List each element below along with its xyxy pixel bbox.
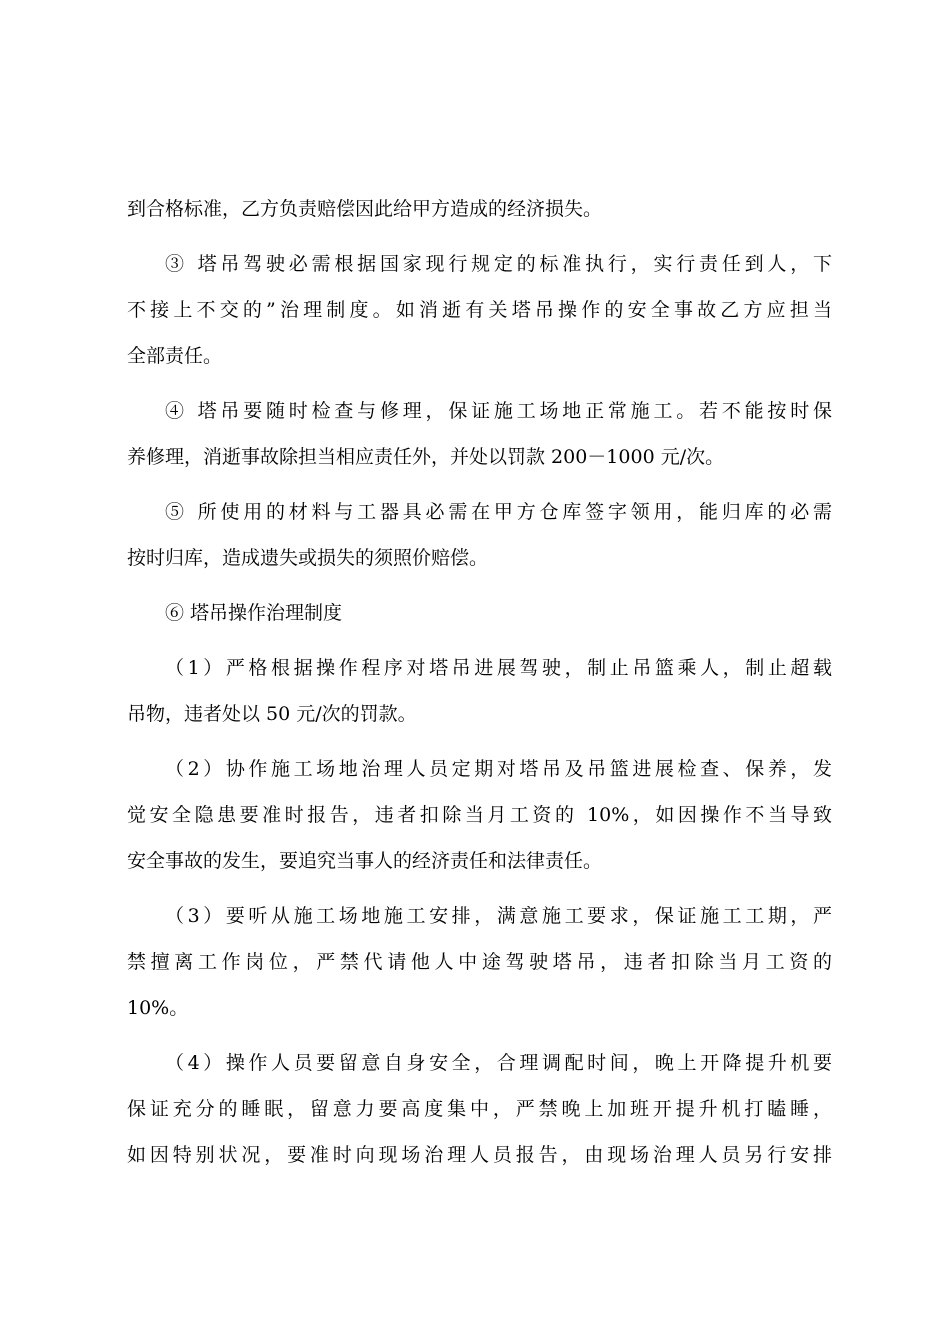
text-line: 10%。 — [127, 997, 189, 1019]
paragraph-rule-4 — [127, 1040, 832, 1178]
paragraph-rule-1 — [127, 645, 832, 737]
text-line: 养修理，消逝事故除担当相应责任外，并处以罚款 200－1000 元/次。 — [127, 446, 725, 468]
text-line: ④ 塔吊要随时检查与修理，保证施工场地正常施工。若不能按时保 — [165, 400, 832, 422]
paragraph-item-4 — [127, 388, 832, 480]
section-heading: ⑥ 塔吊操作治理制度 — [165, 602, 343, 624]
text-line: 吊物，违者处以 50 元/次的罚款。 — [127, 703, 417, 725]
paragraph-item-3 — [127, 241, 832, 379]
text-line: （1）严格根据操作程序对塔吊进展驾驶，制止吊篮乘人，制止超载 — [165, 657, 832, 679]
text-line: 按时归库，造成遗失或损失的须照价赔偿。 — [127, 547, 489, 569]
text-line: 不接上不交的”治理制度。如消逝有关塔吊操作的安全事故乙方应担当 — [127, 299, 832, 321]
document-body — [127, 186, 832, 1187]
text-line: 保证充分的睡眠，留意力要高度集中，严禁晚上加班开提升机打瞌睡， — [127, 1098, 832, 1120]
text-line: ⑤ 所使用的材料与工器具必需在甲方仓库签字领用，能归库的必需 — [165, 501, 832, 523]
text-line: （2）协作施工场地治理人员定期对塔吊及吊篮进展检查、保养，发 — [165, 758, 832, 780]
paragraph-item-5 — [127, 489, 832, 581]
paragraph-rule-2 — [127, 746, 832, 884]
text-line: 禁擅离工作岗位，严禁代请他人中途驾驶塔吊，违者扣除当月工资的 — [127, 951, 832, 973]
text-line: 觉安全隐患要准时报告，违者扣除当月工资的 10%，如因操作不当导致 — [127, 804, 832, 826]
text-line: （3）要听从施工场地施工安排，满意施工要求，保证施工工期，严 — [165, 905, 832, 927]
paragraph-rule-3 — [127, 893, 832, 1031]
text-line: 全部责任。 — [127, 345, 223, 367]
text-line: ③ 塔吊驾驶必需根据国家现行规定的标准执行，实行责任到人，下 — [165, 253, 832, 275]
text-line: 安全事故的发生，要追究当事人的经济责任和法律责任。 — [127, 850, 603, 872]
paragraph-item-6-heading — [127, 590, 832, 636]
text-line: 到合格标准，乙方负责赔偿因此给甲方造成的经济损失。 — [127, 198, 603, 220]
paragraph-compensation-standard — [127, 186, 832, 232]
text-line: 如因特别状况，要准时向现场治理人员报告，由现场治理人员另行安排 — [127, 1144, 832, 1166]
text-line: （4）操作人员要留意自身安全，合理调配时间，晚上开降提升机要 — [165, 1052, 832, 1074]
